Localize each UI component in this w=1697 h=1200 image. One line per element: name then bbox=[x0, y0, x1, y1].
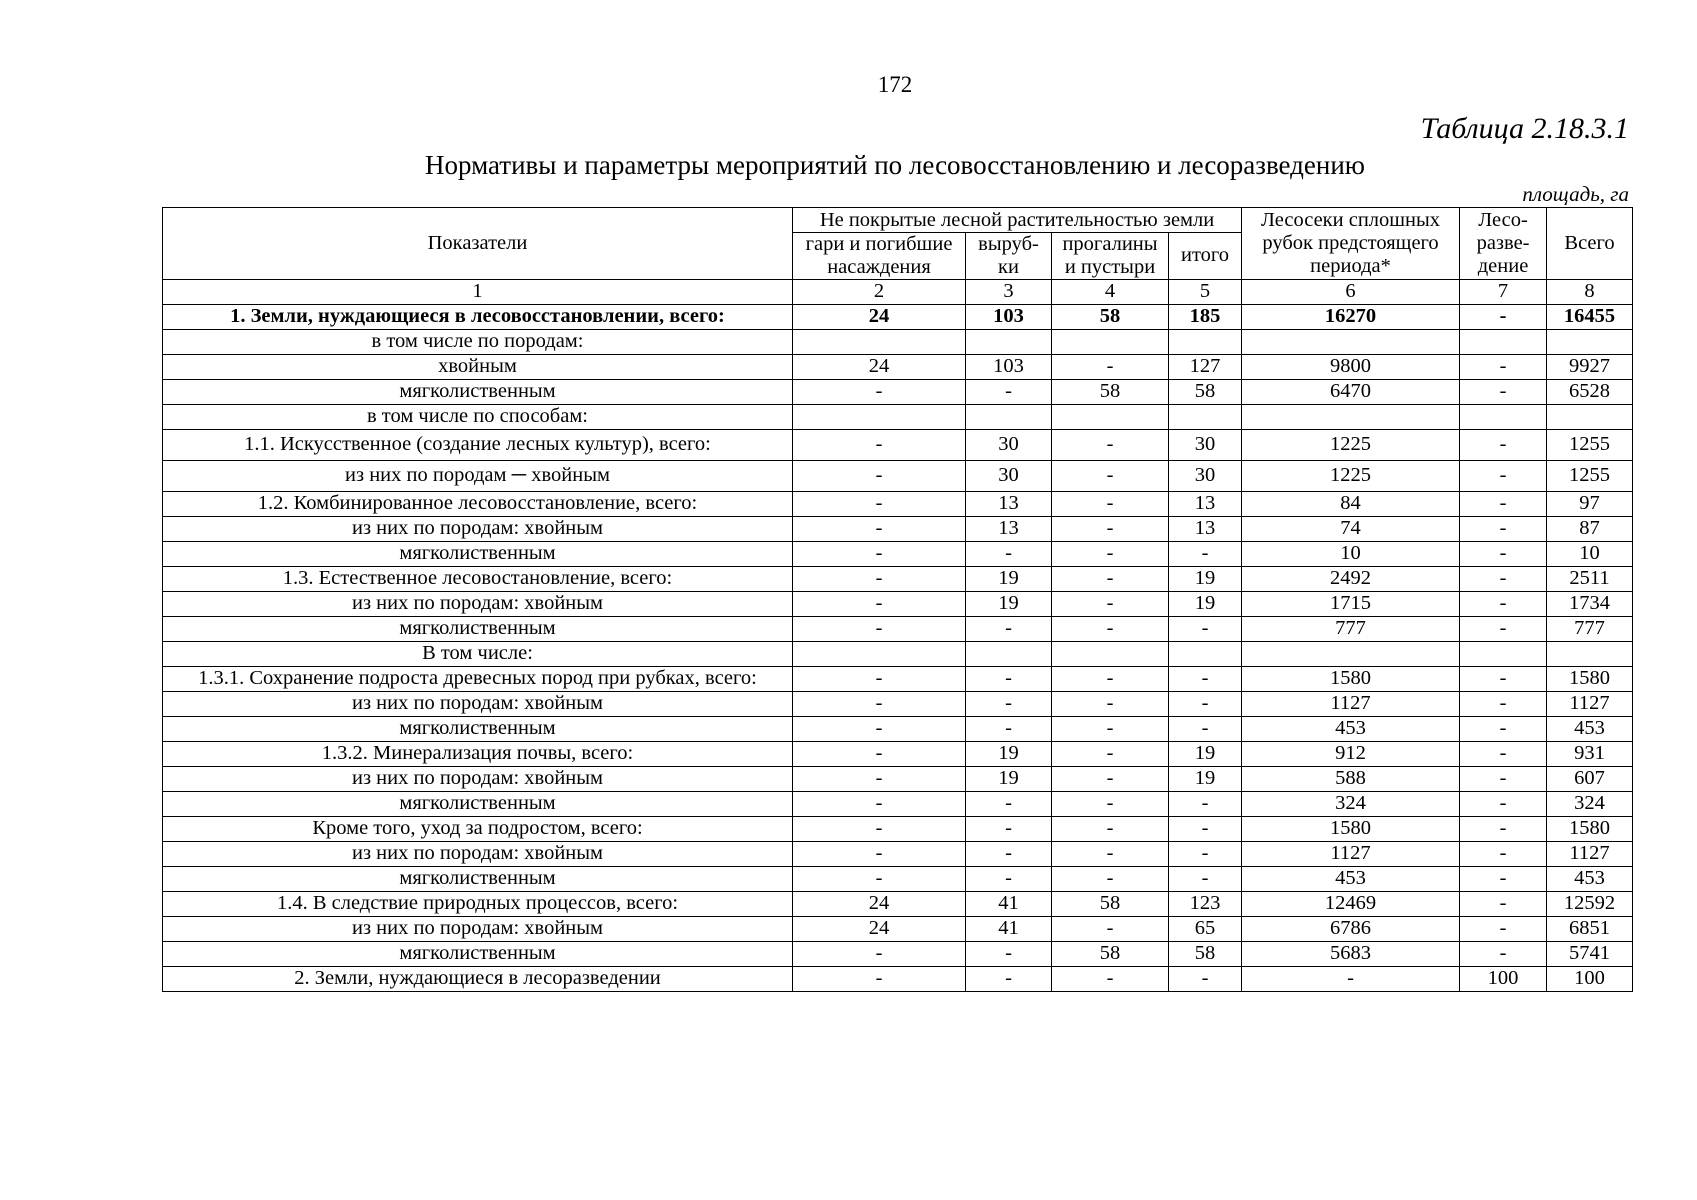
table-cell: - bbox=[1460, 891, 1547, 916]
column-number: 1 bbox=[163, 279, 793, 304]
table-cell: - bbox=[1169, 541, 1242, 566]
table-cell: - bbox=[1052, 616, 1169, 641]
table-row bbox=[163, 379, 1633, 404]
table-cell: - bbox=[793, 716, 966, 741]
table-cell: 19 bbox=[1169, 766, 1242, 791]
table-cell: - bbox=[1460, 916, 1547, 941]
table-cell: 1127 bbox=[1547, 691, 1633, 716]
table-cell: 19 bbox=[966, 766, 1052, 791]
table-cell: 13 bbox=[966, 516, 1052, 541]
table-cell: 607 bbox=[1547, 766, 1633, 791]
column-number-row bbox=[163, 279, 1633, 304]
table-cell: - bbox=[1460, 866, 1547, 891]
table-cell: 87 bbox=[1547, 516, 1633, 541]
table-cell: - bbox=[793, 691, 966, 716]
row-label: мягколиственным bbox=[163, 541, 793, 566]
table-cell: - bbox=[1169, 966, 1242, 991]
table-cell: 1127 bbox=[1242, 841, 1460, 866]
table-cell: 58 bbox=[1169, 941, 1242, 966]
table-cell bbox=[966, 641, 1052, 666]
table-cell: 19 bbox=[966, 741, 1052, 766]
row-label: 1.3.2. Минерализация почвы, всего: bbox=[163, 741, 793, 766]
table-row bbox=[163, 616, 1633, 641]
table-cell: - bbox=[1052, 816, 1169, 841]
table-cell bbox=[966, 329, 1052, 354]
table-row bbox=[163, 841, 1633, 866]
table-cell: 30 bbox=[1169, 429, 1242, 460]
table-cell bbox=[1460, 404, 1547, 429]
table-cell: 1255 bbox=[1547, 460, 1633, 491]
row-label: 1.3. Естественное лесовостановление, всего: bbox=[163, 566, 793, 591]
table-cell: - bbox=[1052, 966, 1169, 991]
table-cell: 453 bbox=[1547, 866, 1633, 891]
table-cell: - bbox=[1052, 691, 1169, 716]
row-label: Кроме того, уход за подростом, всего: bbox=[163, 816, 793, 841]
table-cell: 58 bbox=[1052, 304, 1169, 329]
table-row bbox=[163, 966, 1633, 991]
table-cell: - bbox=[793, 566, 966, 591]
table-cell: - bbox=[966, 866, 1052, 891]
table-cell: - bbox=[793, 816, 966, 841]
table-cell: - bbox=[966, 691, 1052, 716]
table-cell: 912 bbox=[1242, 741, 1460, 766]
table-cell: - bbox=[1460, 816, 1547, 841]
table-row bbox=[163, 304, 1633, 329]
header-indicators: Показатели bbox=[163, 208, 793, 280]
row-label: 1.4. В следствие природных процессов, всего: bbox=[163, 891, 793, 916]
table-row bbox=[163, 891, 1633, 916]
header-glades: прогалины и пустыри bbox=[1052, 233, 1169, 280]
table-cell: - bbox=[966, 666, 1052, 691]
table-row bbox=[163, 716, 1633, 741]
row-label: из них по породам: хвойным bbox=[163, 916, 793, 941]
table-cell: - bbox=[1460, 516, 1547, 541]
table-cell: 24 bbox=[793, 916, 966, 941]
table-cell bbox=[793, 329, 966, 354]
table-cell: - bbox=[793, 766, 966, 791]
column-number: 8 bbox=[1547, 279, 1633, 304]
table-cell: 2492 bbox=[1242, 566, 1460, 591]
table-cell: 103 bbox=[966, 354, 1052, 379]
forest-restoration-table bbox=[162, 207, 1633, 992]
header-afforestation: Лесо-разве-дение bbox=[1460, 208, 1547, 280]
table-label: Таблица 2.18.3.1 bbox=[1420, 112, 1629, 145]
table-cell: - bbox=[1460, 766, 1547, 791]
table-cell: 58 bbox=[1052, 379, 1169, 404]
table-cell: - bbox=[1460, 741, 1547, 766]
row-label: из них по породам: хвойным bbox=[163, 516, 793, 541]
table-cell: - bbox=[1460, 666, 1547, 691]
table-cell bbox=[1052, 641, 1169, 666]
column-number: 7 bbox=[1460, 279, 1547, 304]
header-not-covered-lands: Не покрытые лесной растительностью земли bbox=[793, 208, 1242, 233]
table-cell: 5683 bbox=[1242, 941, 1460, 966]
table-cell: 12592 bbox=[1547, 891, 1633, 916]
table-cell: - bbox=[1052, 591, 1169, 616]
table-cell bbox=[793, 641, 966, 666]
table-cell: 453 bbox=[1242, 866, 1460, 891]
table-cell: 41 bbox=[966, 891, 1052, 916]
table-cell: 6786 bbox=[1242, 916, 1460, 941]
row-label: 1.2. Комбинированное лесовосстановление, всего: bbox=[163, 491, 793, 516]
table-cell: 12469 bbox=[1242, 891, 1460, 916]
row-label: 2. Земли, нуждающиеся в лесоразведении bbox=[163, 966, 793, 991]
row-label: мягколиственным bbox=[163, 716, 793, 741]
table-cell: - bbox=[1460, 841, 1547, 866]
row-label: из них по породам: хвойным bbox=[163, 766, 793, 791]
table-row bbox=[163, 816, 1633, 841]
table-cell: 6470 bbox=[1242, 379, 1460, 404]
table-cell: - bbox=[1169, 616, 1242, 641]
table-cell: 5741 bbox=[1547, 941, 1633, 966]
table-cell: - bbox=[966, 816, 1052, 841]
table-cell: - bbox=[1460, 566, 1547, 591]
table-cell: - bbox=[793, 460, 966, 491]
table-cell: - bbox=[1052, 429, 1169, 460]
row-label: из них по породам: хвойным bbox=[163, 691, 793, 716]
table-cell: 19 bbox=[1169, 591, 1242, 616]
table-cell: - bbox=[1460, 379, 1547, 404]
table-cell: - bbox=[1052, 766, 1169, 791]
row-label: мягколиственным bbox=[163, 866, 793, 891]
unit-label: площадь, га bbox=[1522, 182, 1629, 206]
table-cell: 127 bbox=[1169, 354, 1242, 379]
table-row bbox=[163, 460, 1633, 491]
table-cell: 100 bbox=[1460, 966, 1547, 991]
table-cell: - bbox=[793, 491, 966, 516]
table-cell: 19 bbox=[966, 591, 1052, 616]
table-cell: 1715 bbox=[1242, 591, 1460, 616]
table-row bbox=[163, 354, 1633, 379]
header-clearcuts: выруб-ки bbox=[966, 233, 1052, 280]
table-cell: 13 bbox=[966, 491, 1052, 516]
table-cell: 30 bbox=[1169, 460, 1242, 491]
row-label: хвойным bbox=[163, 354, 793, 379]
table-cell: 6851 bbox=[1547, 916, 1633, 941]
table-cell: 9800 bbox=[1242, 354, 1460, 379]
table-cell: - bbox=[1052, 866, 1169, 891]
table-cell: 58 bbox=[1052, 941, 1169, 966]
table-cell bbox=[1052, 329, 1169, 354]
table-row bbox=[163, 329, 1633, 354]
table-cell: 24 bbox=[793, 891, 966, 916]
table-cell: 13 bbox=[1169, 516, 1242, 541]
table-cell: - bbox=[1052, 916, 1169, 941]
table-cell bbox=[1169, 404, 1242, 429]
row-label: мягколиственным bbox=[163, 616, 793, 641]
table-cell: - bbox=[966, 541, 1052, 566]
table-cell: - bbox=[966, 379, 1052, 404]
page-number: 172 bbox=[877, 72, 913, 97]
table-cell bbox=[1242, 329, 1460, 354]
table-cell: 100 bbox=[1547, 966, 1633, 991]
table-row bbox=[163, 404, 1633, 429]
table-cell: - bbox=[1169, 666, 1242, 691]
table-cell: - bbox=[1052, 716, 1169, 741]
table-cell: - bbox=[1460, 541, 1547, 566]
table-cell: - bbox=[793, 941, 966, 966]
table-cell: - bbox=[1460, 791, 1547, 816]
header-subtotal: итого bbox=[1169, 233, 1242, 280]
table-cell: 1127 bbox=[1242, 691, 1460, 716]
row-label: мягколиственным bbox=[163, 941, 793, 966]
table-cell: - bbox=[1052, 841, 1169, 866]
table-cell: 16455 bbox=[1547, 304, 1633, 329]
table-cell: - bbox=[1460, 354, 1547, 379]
table-cell: - bbox=[793, 516, 966, 541]
table-row bbox=[163, 666, 1633, 691]
table-cell bbox=[1460, 641, 1547, 666]
row-label: в том числе по породам: bbox=[163, 329, 793, 354]
table-cell: 1580 bbox=[1547, 816, 1633, 841]
table-cell: 123 bbox=[1169, 891, 1242, 916]
table-row bbox=[163, 541, 1633, 566]
table-cell: 24 bbox=[793, 304, 966, 329]
row-label: мягколиственным bbox=[163, 379, 793, 404]
table-cell: 324 bbox=[1547, 791, 1633, 816]
table-cell: 931 bbox=[1547, 741, 1633, 766]
table-cell: - bbox=[793, 541, 966, 566]
table-row bbox=[163, 766, 1633, 791]
table-cell: 74 bbox=[1242, 516, 1460, 541]
table-cell: 9927 bbox=[1547, 354, 1633, 379]
table-cell: - bbox=[1052, 491, 1169, 516]
row-label: из них по породам: хвойным bbox=[163, 841, 793, 866]
table-cell: 58 bbox=[1052, 891, 1169, 916]
table-cell: - bbox=[1052, 666, 1169, 691]
table-cell: 58 bbox=[1169, 379, 1242, 404]
table-cell: - bbox=[793, 616, 966, 641]
table-cell: - bbox=[793, 791, 966, 816]
table-cell: 84 bbox=[1242, 491, 1460, 516]
table-cell: - bbox=[1169, 866, 1242, 891]
row-label: В том числе: bbox=[163, 641, 793, 666]
table-cell: 10 bbox=[1242, 541, 1460, 566]
table-cell: - bbox=[1460, 491, 1547, 516]
row-label: 1.1. Искусственное (создание лесных культур), всего: bbox=[163, 429, 793, 460]
table-cell: - bbox=[793, 379, 966, 404]
table-row bbox=[163, 691, 1633, 716]
table-cell bbox=[1169, 329, 1242, 354]
table-cell: - bbox=[1169, 791, 1242, 816]
table-cell: - bbox=[966, 941, 1052, 966]
table-row bbox=[163, 741, 1633, 766]
table-cell: - bbox=[966, 716, 1052, 741]
table-cell: 19 bbox=[1169, 741, 1242, 766]
table-row bbox=[163, 941, 1633, 966]
table-row bbox=[163, 916, 1633, 941]
table-cell bbox=[1547, 404, 1633, 429]
table-cell: 453 bbox=[1547, 716, 1633, 741]
table-cell: - bbox=[1460, 460, 1547, 491]
row-label: мягколиственным bbox=[163, 791, 793, 816]
table-cell: 19 bbox=[1169, 566, 1242, 591]
table-cell: 1580 bbox=[1242, 666, 1460, 691]
table-cell: - bbox=[793, 866, 966, 891]
table-row bbox=[163, 491, 1633, 516]
table-cell: - bbox=[1052, 516, 1169, 541]
table-cell: - bbox=[1460, 616, 1547, 641]
table-cell: 6528 bbox=[1547, 379, 1633, 404]
table-cell bbox=[1460, 329, 1547, 354]
row-label: из них по породам: хвойным bbox=[163, 591, 793, 616]
table-cell bbox=[1547, 641, 1633, 666]
table-cell: 30 bbox=[966, 429, 1052, 460]
table-cell: 30 bbox=[966, 460, 1052, 491]
table-cell: 103 bbox=[966, 304, 1052, 329]
table-cell: - bbox=[966, 966, 1052, 991]
table-cell: - bbox=[1052, 741, 1169, 766]
table-row bbox=[163, 429, 1633, 460]
table-body bbox=[163, 304, 1633, 991]
table-cell bbox=[966, 404, 1052, 429]
row-label: 1. Земли, нуждающиеся в лесовосстановлении, всего: bbox=[163, 304, 793, 329]
column-number: 3 bbox=[966, 279, 1052, 304]
table-cell: - bbox=[1169, 816, 1242, 841]
header-cutting-areas: Лесосеки сплошных рубок предстоящего периода* bbox=[1242, 208, 1460, 280]
table-cell: - bbox=[1460, 941, 1547, 966]
column-number: 5 bbox=[1169, 279, 1242, 304]
table-cell: - bbox=[1052, 541, 1169, 566]
table-row bbox=[163, 516, 1633, 541]
table-cell: - bbox=[966, 791, 1052, 816]
row-label: в том числе по способам: bbox=[163, 404, 793, 429]
table-cell bbox=[1169, 641, 1242, 666]
table-cell: - bbox=[1460, 691, 1547, 716]
table-row bbox=[163, 791, 1633, 816]
column-number: 6 bbox=[1242, 279, 1460, 304]
table-cell: 65 bbox=[1169, 916, 1242, 941]
table-cell: - bbox=[1169, 716, 1242, 741]
table-cell bbox=[793, 404, 966, 429]
table-row bbox=[163, 566, 1633, 591]
table-cell bbox=[1547, 329, 1633, 354]
column-number: 2 bbox=[793, 279, 966, 304]
header-total: Всего bbox=[1547, 208, 1633, 280]
table-cell: - bbox=[1242, 966, 1460, 991]
table-cell: - bbox=[1460, 716, 1547, 741]
table-cell: - bbox=[793, 841, 966, 866]
table-cell: - bbox=[1052, 460, 1169, 491]
table-cell: 324 bbox=[1242, 791, 1460, 816]
header-burned: гари и погибшие насаждения bbox=[793, 233, 966, 280]
table-row bbox=[163, 641, 1633, 666]
table-row bbox=[163, 591, 1633, 616]
table-cell: 1580 bbox=[1242, 816, 1460, 841]
table-cell: 2511 bbox=[1547, 566, 1633, 591]
table-cell: - bbox=[793, 429, 966, 460]
table-cell: - bbox=[1052, 354, 1169, 379]
table-cell: 453 bbox=[1242, 716, 1460, 741]
table-cell: 1127 bbox=[1547, 841, 1633, 866]
column-number: 4 bbox=[1052, 279, 1169, 304]
table-cell: - bbox=[1460, 429, 1547, 460]
document-title: Нормативы и параметры мероприятий по лесовосстановлению и лесоразведению bbox=[425, 150, 1365, 180]
table-cell: - bbox=[793, 966, 966, 991]
table-cell: - bbox=[1169, 841, 1242, 866]
table-cell: - bbox=[793, 666, 966, 691]
table-cell: 1580 bbox=[1547, 666, 1633, 691]
table-cell: 16270 bbox=[1242, 304, 1460, 329]
row-label: 1.3.1. Сохранение подроста древесных пород при рубках, всего: bbox=[163, 666, 793, 691]
table-cell bbox=[1242, 641, 1460, 666]
table-cell: 185 bbox=[1169, 304, 1242, 329]
table-cell bbox=[1052, 404, 1169, 429]
table-cell: 1734 bbox=[1547, 591, 1633, 616]
table-cell: 1225 bbox=[1242, 429, 1460, 460]
table-cell: 24 bbox=[793, 354, 966, 379]
table-cell: 13 bbox=[1169, 491, 1242, 516]
table-cell: - bbox=[1052, 791, 1169, 816]
table-cell: 777 bbox=[1547, 616, 1633, 641]
table-cell: 19 bbox=[966, 566, 1052, 591]
table-cell: - bbox=[793, 591, 966, 616]
table-cell: 1255 bbox=[1547, 429, 1633, 460]
table-row bbox=[163, 866, 1633, 891]
table-cell: 41 bbox=[966, 916, 1052, 941]
table-cell: - bbox=[793, 741, 966, 766]
table-cell: - bbox=[1169, 691, 1242, 716]
table-cell: - bbox=[1052, 566, 1169, 591]
table-cell: 588 bbox=[1242, 766, 1460, 791]
table-cell: - bbox=[966, 616, 1052, 641]
table-cell: 1225 bbox=[1242, 460, 1460, 491]
table-cell: 10 bbox=[1547, 541, 1633, 566]
table-cell: - bbox=[1460, 304, 1547, 329]
table-cell: - bbox=[966, 841, 1052, 866]
table-cell: 97 bbox=[1547, 491, 1633, 516]
row-label: из них по породам ─ хвойным bbox=[163, 460, 793, 491]
table-cell bbox=[1242, 404, 1460, 429]
table-cell: - bbox=[1460, 591, 1547, 616]
table-cell: 777 bbox=[1242, 616, 1460, 641]
